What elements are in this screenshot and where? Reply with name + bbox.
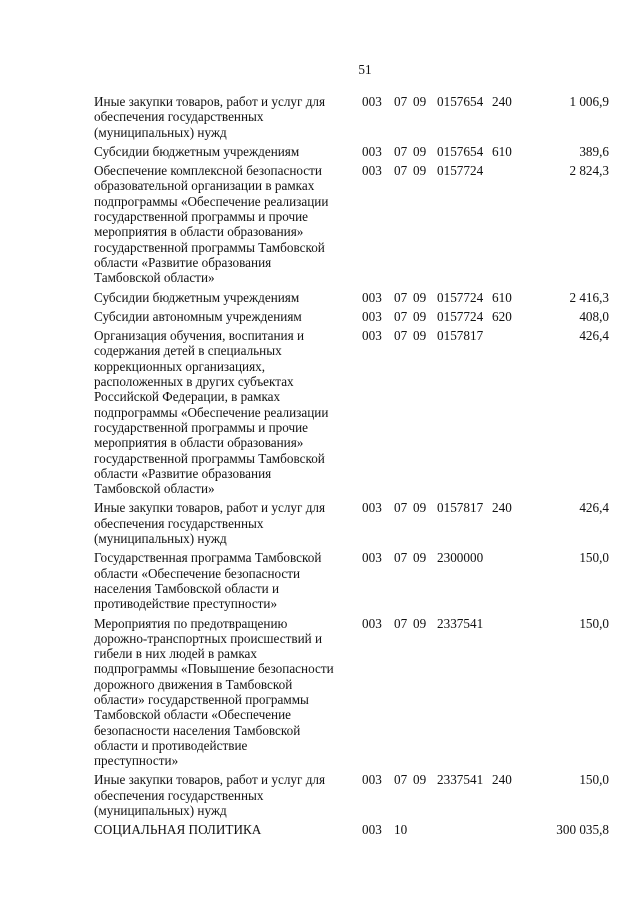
row-rz: 07 [394, 500, 408, 516]
row-pr: 09 [413, 615, 427, 631]
row-csr: 2300000 [437, 550, 484, 566]
row-name: Субсидии бюджетным учреждениям [94, 143, 300, 159]
row-name: СОЦИАЛЬНАЯ ПОЛИТИКА [94, 822, 262, 838]
row-ved: 003 [362, 94, 382, 109]
row-pr: 09 [413, 308, 427, 324]
row-rz: 07 [394, 308, 408, 324]
row-vr: 240 [492, 500, 512, 516]
row-sum: 1 006,9 [569, 94, 609, 109]
table-row [94, 550, 609, 611]
table-row [94, 500, 609, 546]
row-pr: 09 [413, 143, 427, 159]
row-pr: 09 [413, 328, 427, 344]
row-sum: 426,4 [579, 500, 609, 516]
row-ved: 003 [362, 163, 382, 179]
row-csr: 2337541 [437, 772, 484, 788]
row-vr: 240 [492, 772, 512, 788]
table-row [94, 144, 609, 159]
table-row [94, 328, 609, 496]
row-csr: 0157817 [437, 500, 484, 516]
row-ved: 003 [362, 289, 382, 305]
row-rz: 07 [394, 615, 408, 631]
row-pr: 09 [413, 550, 427, 566]
row-csr: 0157724 [437, 289, 484, 305]
table-row [94, 616, 609, 769]
row-name: Иные закупки товаров, работ и услуг для обеспечения государственных (муниципальных) нужд [94, 500, 326, 547]
row-pr: 09 [413, 772, 427, 788]
row-csr: 0157654 [437, 94, 484, 109]
row-rz: 07 [394, 94, 408, 109]
row-name: Организация обучения, воспитания и содержания детей в специальных коррекционных организациях, расположенных в других субъектах Российской Федерации, в рамках подпрограммы «Обеспечение реализации государственной программы и прочие мероприятия в области образования» государственной программы Тамбовской области «Развитие образования Тамбовской области» [94, 328, 329, 497]
row-name: Обеспечение комплексной безопасности образовательной организации в рамках подпрограммы «Обеспечение реализации государственной программы и прочие мероприятия в области образования» государственной программы Тамбовской области «Развитие образования Тамбовской области» [94, 163, 329, 286]
row-sum: 300 035,8 [556, 822, 609, 838]
row-name: Иные закупки товаров, работ и услуг для обеспечения государственных (муниципальных) нужд [94, 772, 326, 819]
table-row [94, 163, 609, 285]
row-ved: 003 [362, 308, 382, 324]
row-pr: 09 [413, 500, 427, 516]
row-csr: 2337541 [437, 615, 484, 631]
row-name: Мероприятия по предотвращению дорожно-транспортных происшествий и гибели в них людей в рамках подпрограммы «Повышение безопасности дорожного движения в Тамбовской области» государственной программы Тамбовской области «Обеспечение безопасности населения Тамбовской области и противодействие преступности» [94, 615, 334, 769]
row-ved: 003 [362, 772, 382, 788]
row-vr: 610 [492, 289, 512, 305]
row-sum: 150,0 [579, 615, 609, 631]
table-row [94, 772, 609, 818]
row-csr: 0157817 [437, 328, 484, 344]
row-name: Субсидии бюджетным учреждениям [94, 289, 300, 305]
row-sum: 2 824,3 [569, 163, 609, 179]
row-pr: 09 [413, 289, 427, 305]
row-vr: 620 [492, 308, 512, 324]
row-rz: 07 [394, 772, 408, 788]
row-rz: 07 [394, 143, 408, 159]
table-row [94, 822, 609, 837]
table-row [94, 94, 609, 140]
row-sum: 426,4 [579, 328, 609, 344]
row-sum: 408,0 [579, 308, 609, 324]
budget-table [94, 94, 609, 842]
row-sum: 2 416,3 [569, 289, 609, 305]
row-rz: 07 [394, 550, 408, 566]
row-sum: 150,0 [579, 772, 609, 788]
row-rz: 07 [394, 163, 408, 179]
row-ved: 003 [362, 500, 382, 516]
table-row [94, 309, 609, 324]
row-rz: 10 [394, 822, 408, 838]
row-ved: 003 [362, 822, 382, 838]
row-sum: 150,0 [579, 550, 609, 566]
row-rz: 07 [394, 289, 408, 305]
row-name: Иные закупки товаров, работ и услуг для обеспечения государственных (муниципальных) нужд [94, 94, 326, 140]
row-sum: 389,6 [579, 143, 609, 159]
row-ved: 003 [362, 328, 382, 344]
row-vr: 240 [492, 94, 512, 109]
row-name: Субсидии автономным учреждениям [94, 308, 302, 324]
row-rz: 07 [394, 328, 408, 344]
row-vr: 610 [492, 143, 512, 159]
table-row [94, 290, 609, 305]
row-name: Государственная программа Тамбовской области «Обеспечение безопасности населения Тамбовской области и противодействие преступности» [94, 550, 322, 612]
page-number: 51 [358, 62, 372, 77]
row-pr: 09 [413, 94, 427, 109]
row-csr: 0157724 [437, 308, 484, 324]
row-pr: 09 [413, 163, 427, 179]
row-ved: 003 [362, 550, 382, 566]
row-ved: 003 [362, 143, 382, 159]
row-csr: 0157654 [437, 143, 484, 159]
row-ved: 003 [362, 615, 382, 631]
row-csr: 0157724 [437, 163, 484, 179]
